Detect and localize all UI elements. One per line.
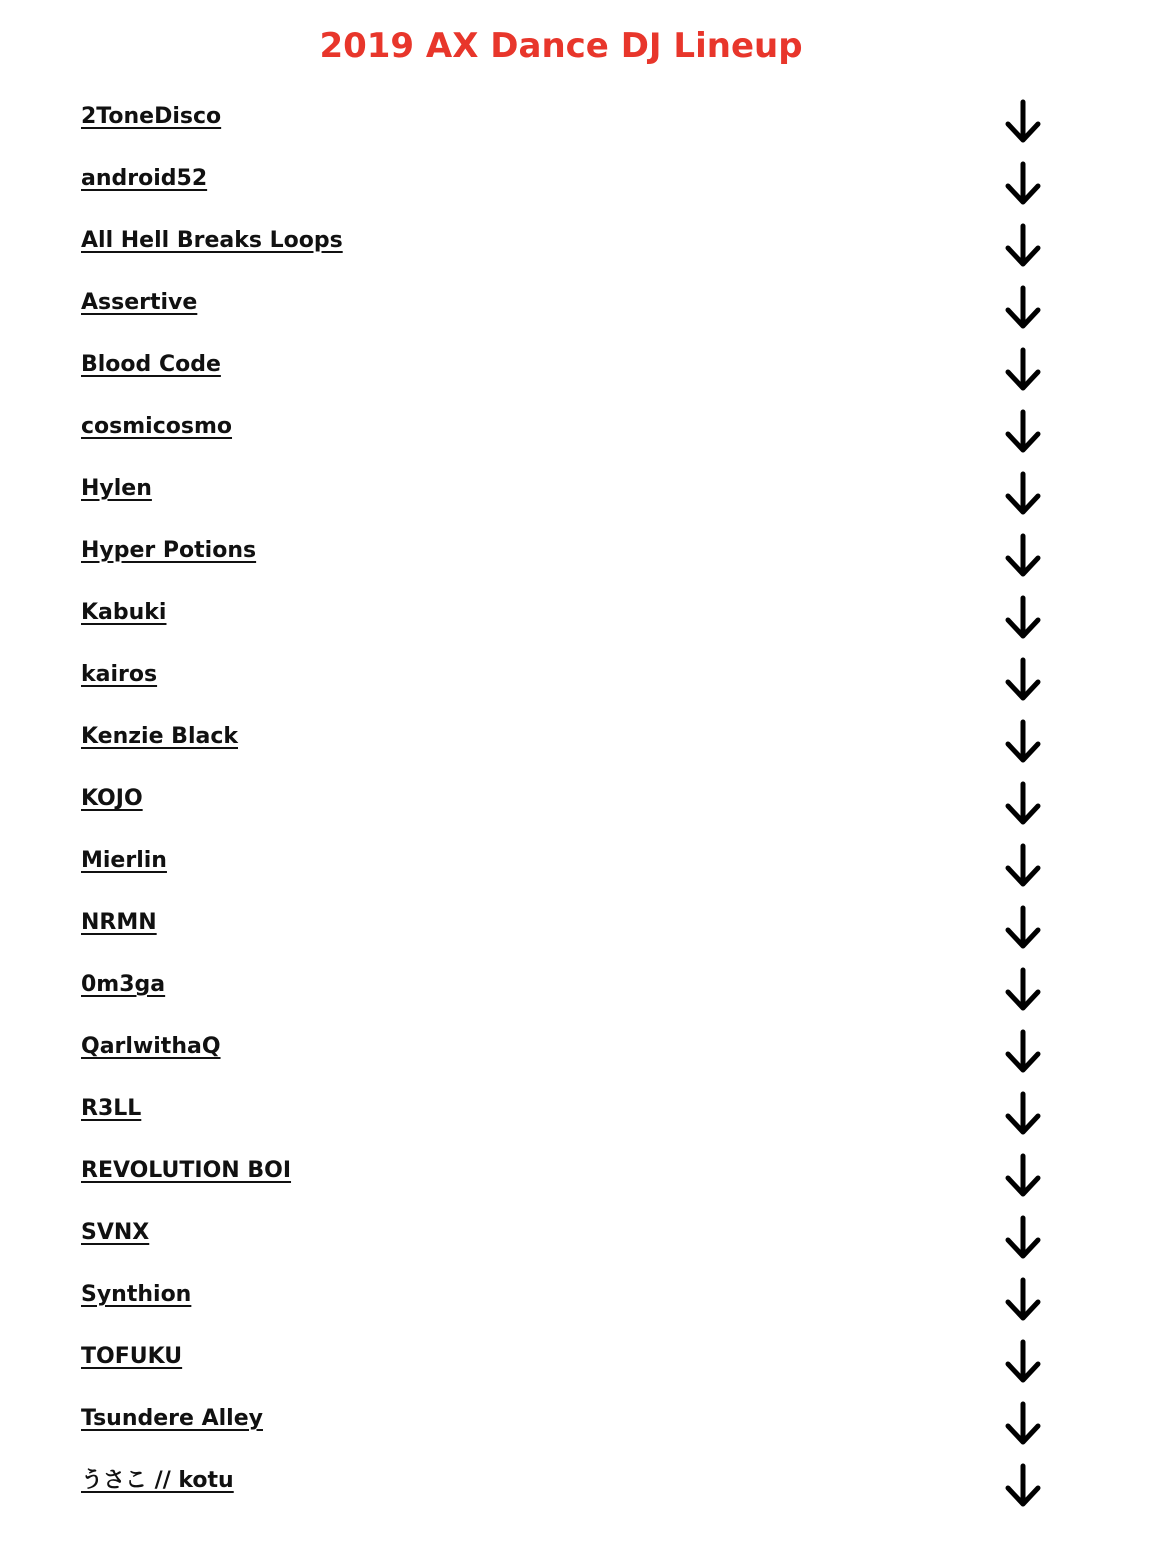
expand-button[interactable]	[1001, 1339, 1045, 1385]
arrow-down-icon	[1001, 967, 1045, 1013]
arrow-down-icon	[1001, 1401, 1045, 1447]
expand-button[interactable]	[1001, 657, 1045, 703]
lineup-row-2	[81, 215, 1051, 277]
lineup-row-0	[81, 91, 1051, 153]
dj-name-link[interactable]: cosmicosmo	[81, 414, 233, 439]
expand-button[interactable]	[1001, 967, 1045, 1013]
dj-name-link[interactable]: android52	[81, 166, 208, 191]
arrow-down-icon	[1001, 1277, 1045, 1323]
lineup-row-18	[81, 1207, 1051, 1269]
dj-name-link[interactable]: kairos	[81, 662, 158, 687]
lineup-row-19	[81, 1269, 1051, 1331]
lineup-row-6	[81, 463, 1051, 525]
arrow-down-icon	[1001, 161, 1045, 207]
expand-button[interactable]	[1001, 161, 1045, 207]
arrow-down-icon	[1001, 781, 1045, 827]
expand-button[interactable]	[1001, 347, 1045, 393]
dj-name-link[interactable]: Tsundere Alley	[81, 1406, 263, 1431]
dj-name-link[interactable]: 0m3ga	[81, 972, 166, 997]
arrow-down-icon	[1001, 285, 1045, 331]
lineup-row-7	[81, 525, 1051, 587]
arrow-down-icon	[1001, 471, 1045, 517]
dj-name-link[interactable]: R3LL	[81, 1096, 142, 1121]
dj-name-link[interactable]: Hylen	[81, 476, 152, 501]
expand-button[interactable]	[1001, 843, 1045, 889]
expand-button[interactable]	[1001, 781, 1045, 827]
dj-name-link[interactable]: Kenzie Black	[81, 724, 238, 749]
dj-name-link[interactable]: Synthion	[81, 1282, 192, 1307]
expand-button[interactable]	[1001, 1215, 1045, 1261]
expand-button[interactable]	[1001, 223, 1045, 269]
expand-button[interactable]	[1001, 1029, 1045, 1075]
dj-lineup-list	[81, 91, 1051, 1517]
expand-button[interactable]	[1001, 1153, 1045, 1199]
arrow-down-icon	[1001, 1215, 1045, 1261]
expand-button[interactable]	[1001, 719, 1045, 765]
lineup-row-12	[81, 835, 1051, 897]
dj-name-link[interactable]: Blood Code	[81, 352, 221, 377]
expand-button[interactable]	[1001, 905, 1045, 951]
expand-button[interactable]	[1001, 1463, 1045, 1509]
dj-name-link[interactable]: TOFUKU	[81, 1344, 183, 1369]
expand-button[interactable]	[1001, 595, 1045, 641]
dj-name-link[interactable]: NRMN	[81, 910, 157, 935]
dj-name-link[interactable]: Kabuki	[81, 600, 167, 625]
expand-button[interactable]	[1001, 285, 1045, 331]
arrow-down-icon	[1001, 657, 1045, 703]
arrow-down-icon	[1001, 1339, 1045, 1385]
lineup-row-5	[81, 401, 1051, 463]
arrow-down-icon	[1001, 533, 1045, 579]
expand-button[interactable]	[1001, 409, 1045, 455]
expand-button[interactable]	[1001, 533, 1045, 579]
lineup-row-16	[81, 1083, 1051, 1145]
lineup-row-21	[81, 1393, 1051, 1455]
lineup-row-9	[81, 649, 1051, 711]
lineup-row-1	[81, 153, 1051, 215]
arrow-down-icon	[1001, 409, 1045, 455]
expand-button[interactable]	[1001, 99, 1045, 145]
dj-name-link[interactable]: 2ToneDisco	[81, 104, 222, 129]
arrow-down-icon	[1001, 99, 1045, 145]
arrow-down-icon	[1001, 595, 1045, 641]
arrow-down-icon	[1001, 719, 1045, 765]
arrow-down-icon	[1001, 1029, 1045, 1075]
expand-button[interactable]	[1001, 1401, 1045, 1447]
expand-button[interactable]	[1001, 471, 1045, 517]
lineup-row-14	[81, 959, 1051, 1021]
arrow-down-icon	[1001, 843, 1045, 889]
dj-name-link[interactable]: うさこ // kotu	[81, 1468, 234, 1493]
page-title: 2019 AX Dance DJ Lineup	[319, 26, 803, 66]
dj-name-link[interactable]: QarlwithaQ	[81, 1034, 221, 1059]
lineup-row-17	[81, 1145, 1051, 1207]
lineup-row-3	[81, 277, 1051, 339]
dj-name-link[interactable]: Hyper Potions	[81, 538, 257, 563]
dj-name-link[interactable]: Assertive	[81, 290, 198, 315]
lineup-row-8	[81, 587, 1051, 649]
dj-name-link[interactable]: All Hell Breaks Loops	[81, 228, 343, 253]
arrow-down-icon	[1001, 1091, 1045, 1137]
arrow-down-icon	[1001, 1153, 1045, 1199]
dj-name-link[interactable]: KOJO	[81, 786, 143, 811]
expand-button[interactable]	[1001, 1277, 1045, 1323]
lineup-row-22	[81, 1455, 1051, 1517]
arrow-down-icon	[1001, 1463, 1045, 1509]
arrow-down-icon	[1001, 905, 1045, 951]
arrow-down-icon	[1001, 223, 1045, 269]
lineup-row-11	[81, 773, 1051, 835]
dj-name-link[interactable]: Mierlin	[81, 848, 167, 873]
dj-name-link[interactable]: SVNX	[81, 1220, 150, 1245]
lineup-row-4	[81, 339, 1051, 401]
lineup-row-10	[81, 711, 1051, 773]
arrow-down-icon	[1001, 347, 1045, 393]
lineup-row-20	[81, 1331, 1051, 1393]
dj-name-link[interactable]: REVOLUTION BOI	[81, 1158, 292, 1183]
lineup-row-13	[81, 897, 1051, 959]
expand-button[interactable]	[1001, 1091, 1045, 1137]
lineup-row-15	[81, 1021, 1051, 1083]
